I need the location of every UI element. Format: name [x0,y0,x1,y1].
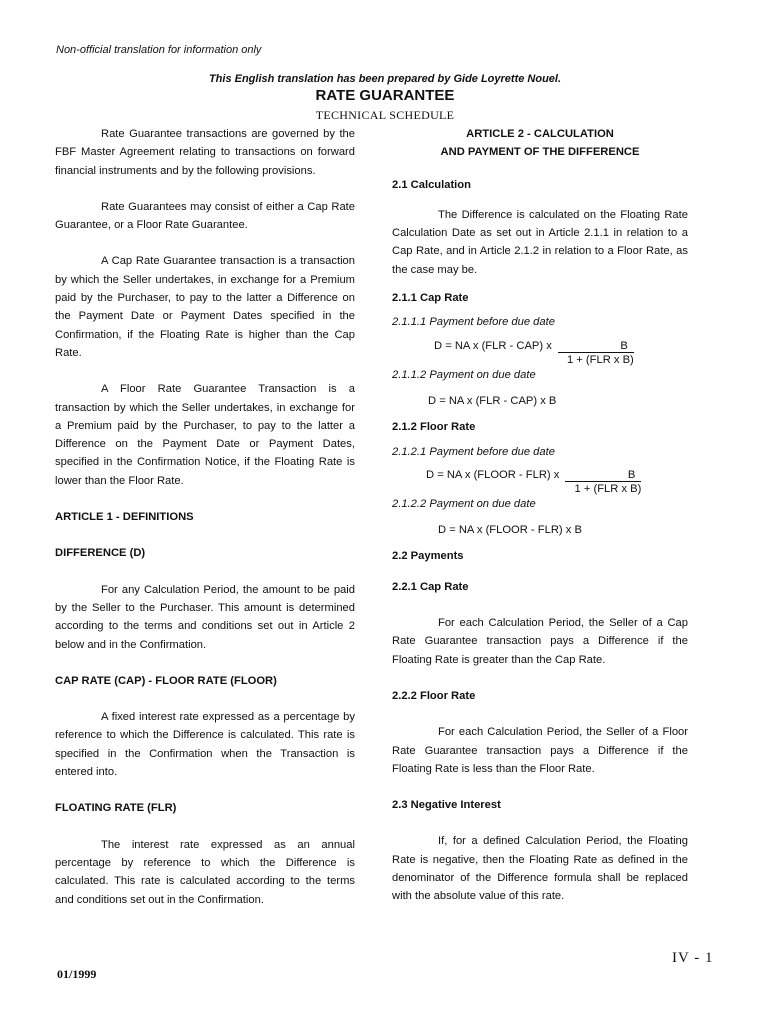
article-1-heading: ARTICLE 1 - DEFINITIONS [55,511,194,524]
cap-floor-definition-heading: CAP RATE (CAP) - FLOOR RATE (FLOOR) [55,674,277,687]
formula-fraction [565,469,641,495]
section-2-1-2-1-heading: 2.1.2.1 Payment before due date [392,445,555,458]
formula-numerator: B [558,340,634,353]
section-2-1-1-1-heading: 2.1.1.1 Payment before due date [392,316,555,329]
cap-payment-before-due-date-formula [392,340,688,366]
section-2-2-2-heading: 2.2.2 Floor Rate [392,689,476,702]
section-2-2-1-text: For each Calculation Period, the Seller of a Cap Rate Guarantee transaction pays a Difference if the Floating Rate is greater than the Cap Rate. [392,617,688,666]
section-2-1-2-2-heading: 2.1.2.2 Payment on due date [392,497,536,510]
section-2-1-text: The Difference is calculated on the Floating Rate Calculation Date as set out in Article 2.1.1 in relation to a Cap Rate, and in Article 2.1.2 in relation to a Floor Rate, as the case may be. [392,208,688,276]
floating-rate-definition-text: The interest rate expressed as an annual percentage by reference to which the Difference is calculated. This rate is calculated according to the terms and conditions set out in the Confirmation. [55,838,355,906]
formula-lhs: D = NA x (FLOOR - FLR) x [426,468,560,481]
right-column [392,125,688,906]
formula-denominator: 1 + (FLR x B) [566,353,634,366]
document-title: RATE GUARANTEE [315,87,455,104]
section-2-1-2-heading: 2.1.2 Floor Rate [392,421,476,434]
document-date: 01/1999 [57,967,97,981]
cap-floor-definition-text: A fixed interest rate expressed as a percentage by reference to which the Difference is calculated. This rate is specified in the Confirmation when the Transaction is entered into. [55,711,355,779]
article-2-heading-line2: AND PAYMENT OF THE DIFFERENCE [440,146,640,159]
section-2-2-heading: 2.2 Payments [392,550,464,563]
left-column [55,125,355,909]
section-2-1-heading: 2.1 Calculation [392,178,471,191]
cap-rate-guarantee-paragraph: A Cap Rate Guarantee transaction is a transaction by which the Seller undertakes, in exchange for a Premium paid by the Purchaser, to pay to the latter a Difference on the Payment Date or Payment Dates specified in the Confirmation, if the Floating Rate is higher than the Cap Rate. [55,255,355,359]
section-2-3-heading: 2.3 Negative Interest [392,799,501,812]
intro-paragraph: Rate Guarantee transactions are governed by the FBF Master Agreement relating to transactions on forward financial instruments and by the following provisions. [55,128,355,177]
formula-lhs: D = NA x (FLR - CAP) x [434,339,552,352]
section-2-1-1-heading: 2.1.1 Cap Rate [392,292,469,305]
floating-rate-definition-heading: FLOATING RATE (FLR) [55,802,177,815]
section-2-3-text: If, for a defined Calculation Period, the Floating Rate is negative, then the Floating Rate as defined in the denominator of the Difference formula shall be replaced with the absolute value of this rate. [392,835,688,903]
difference-definition-heading: DIFFERENCE (D) [55,547,146,560]
article-2-heading-line1: ARTICLE 2 - CALCULATION [466,128,614,140]
floor-payment-before-due-date-formula [392,469,688,495]
formula-fraction [558,340,634,366]
prepared-by-line: This English translation has been prepared by Gide Loyrette Nouel. [208,73,562,85]
cap-payment-on-due-date-formula: D = NA x (FLR - CAP) x B [428,394,557,407]
document-subtitle: TECHNICAL SCHEDULE [315,108,455,122]
translation-notice: Non-official translation for information only [56,44,262,56]
page-number: IV - 1 [672,950,714,966]
section-2-2-1-heading: 2.2.1 Cap Rate [392,580,469,593]
section-2-2-2-text: For each Calculation Period, the Seller of a Floor Rate Guarantee transaction pays a Difference if the Floating Rate is less than the Floor Rate. [392,726,688,775]
formula-numerator: B [565,469,641,482]
floor-rate-guarantee-paragraph: A Floor Rate Guarantee Transaction is a transaction by which the Seller undertakes, in exchange for a Premium paid by the Purchaser, to pay to the latter a Difference on the Payment Date or Payment Dates, specified in the Confirmation Notice, if the Floating Rate is lower than the Floor Rate. [55,383,355,487]
section-2-1-1-2-heading: 2.1.1.2 Payment on due date [392,368,536,381]
floor-payment-on-due-date-formula: D = NA x (FLOOR - FLR) x B [438,524,582,537]
formula-denominator: 1 + (FLR x B) [574,482,642,495]
difference-definition-text: For any Calculation Period, the amount to be paid by the Seller to the Purchaser. This amount is determined according to the terms and conditions set out in Article 2 below and in the Confirmation. [55,583,355,651]
rate-guarantee-types-paragraph: Rate Guarantees may consist of either a Cap Rate Guarantee, or a Floor Rate Guarantee. [55,200,355,232]
